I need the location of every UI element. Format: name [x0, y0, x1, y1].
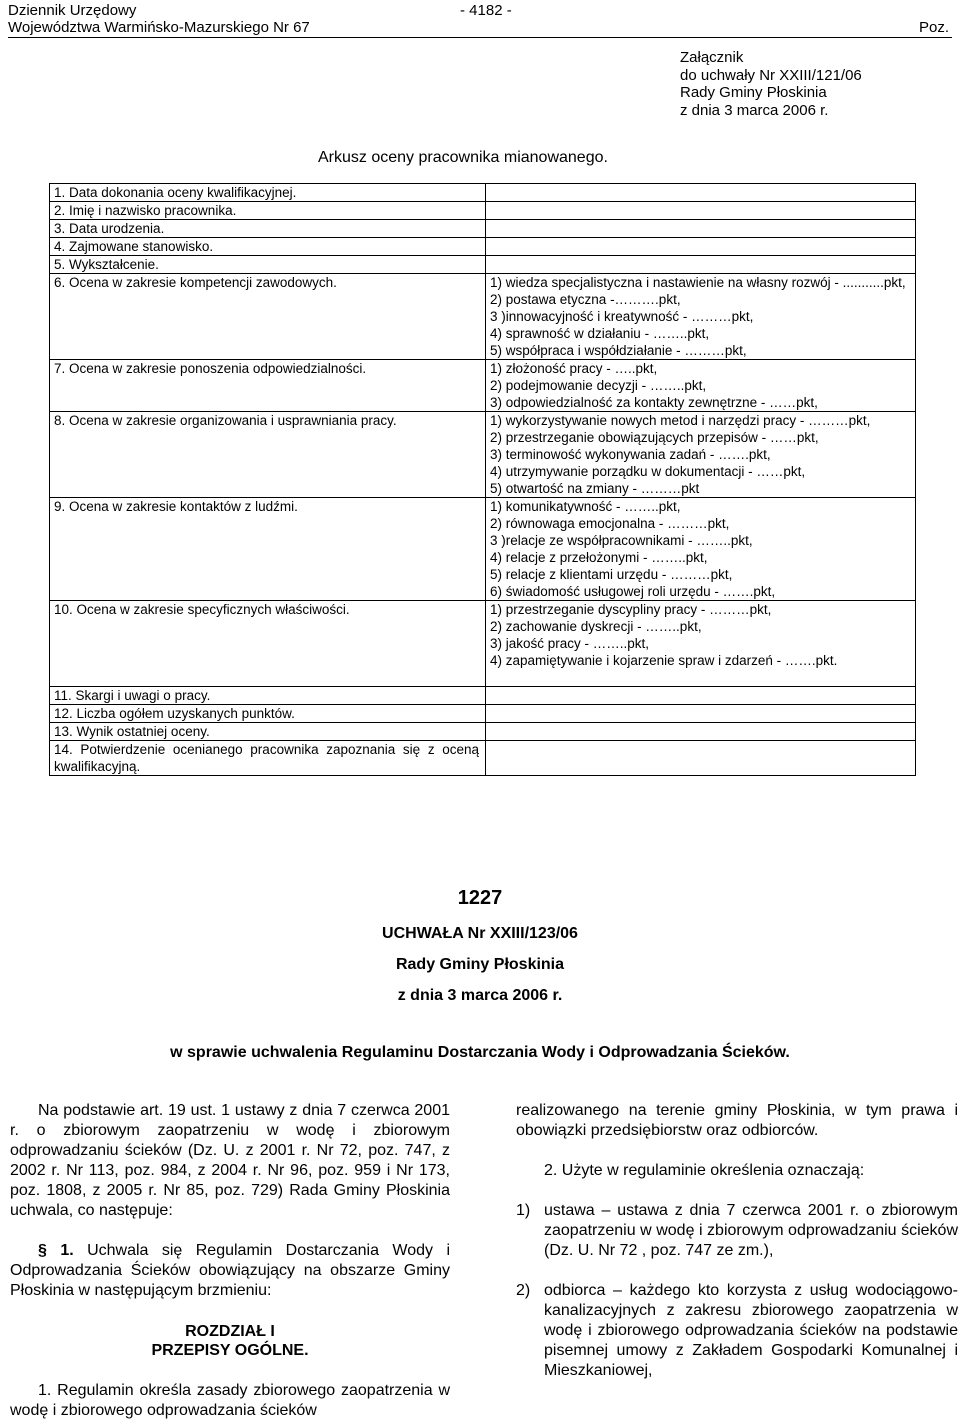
score-item: 5) relacje z klientami urzędu - ………pkt,: [490, 567, 733, 582]
criterion-label: 4. Zajmowane stanowisko.: [50, 238, 486, 256]
score-item: 3 )innowacyjność i kreatywność - ………pkt,: [490, 309, 754, 324]
chapter-title: PRZEPISY OGÓLNE.: [151, 1342, 309, 1359]
score-item: 4) sprawność w działaniu - ……..pkt,: [490, 326, 710, 341]
score-item: 3 )relacje ze współpracownikami - ……..pkt,: [490, 533, 753, 548]
criterion-label: 9. Ocena w zakresie kontaktów z ludźmi.: [50, 498, 486, 601]
journal-line-1: Dziennik Urzędowy: [8, 2, 137, 19]
sheet-title: Arkusz oceny pracownika mianowanego.: [318, 149, 608, 166]
paragraph-1: 1. Regulamin określa zasady zbiorowego zaopatrzenia w wodę i zbiorowego odprowadzania ścieków: [10, 1382, 450, 1419]
criterion-scores: [486, 256, 916, 274]
journal-line-2: Województwa Warmińsko-Mazurskiego Nr 67: [8, 19, 310, 36]
score-item: 1) złożoność pracy - …..pkt,: [490, 361, 658, 376]
preamble: Na podstawie art. 19 ust. 1 ustawy z dnia 7 czerwca 2001 r. o zbiorowym zaopatrzeniu w wodę i zbiorowym odprowadzaniu ścieków (Dz. U. z 2001 r. Nr 72, poz. 747, z 2002 r. Nr 113, poz. 984, z 2004 r. Nr 96, poz. 959 i Nr 173, poz. 1808, z 2005 r. Nr 85, poz. 729) Rada Gminy Płoskinia uchwala, co następuje:: [10, 1102, 450, 1219]
criterion-label: 13. Wynik ostatniej oceny.: [50, 723, 486, 741]
score-item: 2) równowaga emocjonalna - ………pkt,: [490, 516, 730, 531]
form-row: [50, 705, 916, 723]
score-item: 2) podejmowanie decyzji - ……..pkt,: [490, 378, 707, 393]
score-item: 5) współpraca i współdziałanie - ………pkt,: [490, 343, 747, 358]
criterion-scores: [486, 687, 916, 705]
left-column: [10, 1101, 450, 1421]
poz-label: Poz.: [919, 19, 950, 36]
score-item: 3) jakość pracy - ……..pkt,: [490, 636, 650, 651]
attachment-line-1: Załącznik: [680, 49, 744, 66]
form-row: [50, 687, 916, 705]
page-number: - 4182 -: [460, 2, 512, 19]
resolution-subject: w sprawie uchwalenia Regulaminu Dostarczania Wody i Odprowadzania Ścieków.: [170, 1044, 790, 1061]
resolution-date: z dnia 3 marca 2006 r.: [397, 987, 563, 1004]
criterion-scores: [486, 238, 916, 256]
chapter-number: ROZDZIAŁ I: [185, 1323, 275, 1340]
score-item: 1) wiedza specjalistyczna i nastawienie na własny rozwój - ...........pkt,: [490, 275, 906, 290]
score-item: 3) terminowość wykonywania zadań - …….pkt,: [490, 447, 771, 462]
attachment-note: [680, 49, 862, 119]
score-item: 1) wykorzystywanie nowych metod i narzędzi pracy - ………pkt,: [490, 413, 871, 428]
score-item: 2) zachowanie dyskrecji - ……..pkt,: [490, 619, 702, 634]
definition-1-text: ustawa – ustawa z dnia 7 czerwca 2001 r. o zbiorowym zaopatrzeniu w wodę i zbiorowym odprowadzaniu ścieków (Dz. U. Nr 72 , poz. 747 ze zm.),: [544, 1202, 958, 1259]
continuation-text: realizowanego na terenie gminy Płoskinia, w tym prawa i obowiązki przedsiębiorstw oraz odbiorców.: [516, 1102, 958, 1139]
criterion-scores: [486, 412, 916, 498]
section-1: [10, 1241, 450, 1301]
attachment-line-4: z dnia 3 marca 2006 r.: [680, 101, 829, 119]
form-row: [50, 412, 916, 498]
criterion-scores: [486, 220, 916, 238]
score-item: 4) relacje z przełożonymi - ……..pkt,: [490, 550, 708, 565]
form-row: [50, 723, 916, 741]
criterion-label: 7. Ocena w zakresie ponoszenia odpowiedzialności.: [50, 360, 486, 412]
form-row: [50, 360, 916, 412]
score-item: 5) otwartość na zmiany - ………pkt: [490, 481, 700, 496]
criterion-scores: [486, 274, 916, 360]
criterion-scores: [486, 705, 916, 723]
right-column: [516, 1101, 958, 1381]
criterion-label: 6. Ocena w zakresie kompetencji zawodowych.: [50, 274, 486, 360]
definition-2-number: 2): [516, 1282, 531, 1299]
criterion-scores: [486, 601, 916, 687]
form-row: [50, 498, 916, 601]
paragraph-2: 2. Użyte w regulaminie określenia oznaczają:: [544, 1162, 865, 1179]
resolution-council: Rady Gminy Płoskinia: [395, 956, 565, 973]
criterion-label: 11. Skargi i uwagi o pracy.: [50, 687, 486, 705]
form-row: [50, 220, 916, 238]
criterion-label: 5. Wykształcenie.: [50, 256, 486, 274]
score-item: 2) przestrzeganie obowiązujących przepisów - ……pkt,: [490, 430, 819, 445]
attachment-line-2: do uchwały Nr XXIII/121/06: [680, 66, 862, 84]
criterion-label: 10. Ocena w zakresie specyficznych właściwości.: [50, 601, 486, 687]
form-body: [50, 184, 916, 776]
form-row: [50, 741, 916, 776]
journal-title: [8, 2, 310, 36]
score-item: 2) postawa etyczna -……….pkt,: [490, 292, 681, 307]
criterion-label: 14. Potwierdzenie ocenianego pracownika zapoznania się z oceną kwalifikacyjną.: [50, 741, 486, 776]
attachment-line-3: Rady Gminy Płoskinia: [680, 84, 827, 101]
form-row: [50, 256, 916, 274]
criterion-label: 12. Liczba ogółem uzyskanych punktów.: [50, 705, 486, 723]
criterion-scores: [486, 723, 916, 741]
criterion-scores: [486, 184, 916, 202]
form-row: [50, 202, 916, 220]
evaluation-form-table: [49, 183, 916, 776]
form-row: [50, 238, 916, 256]
criterion-label: 8. Ocena w zakresie organizowania i usprawniania pracy.: [50, 412, 486, 498]
header-rule: [8, 37, 952, 38]
definition-2: [516, 1281, 958, 1381]
score-item: 4) utrzymywanie porządku w dokumentacji - ……pkt,: [490, 464, 806, 479]
form-row: [50, 274, 916, 360]
criterion-scores: [486, 202, 916, 220]
section-1-text: Uchwala się Regulamin Dostarczania Wody i Odprowadzania Ścieków obowiązujący na obszarze Gminy Płoskinia w następującym brzmieniu:: [10, 1242, 451, 1299]
definition-1: [516, 1201, 958, 1261]
item-number: 1227: [457, 887, 503, 909]
chapter-heading: [10, 1322, 450, 1360]
criterion-scores: [486, 741, 916, 776]
form-row: [50, 601, 916, 687]
definition-2-text: odbiorca – każdego kto korzysta z usług wodociągowo-kanalizacyjnych z zakresu zbiorowego zaopatrzenia w wodę i zbiorowego odprowadzania ścieków na podstawie pisemnej umowy z Zakładem Gospodarki Komunalnej i Mieszkaniowej,: [544, 1282, 958, 1379]
score-item: 3) odpowiedzialność za kontakty zewnętrzne - ……pkt,: [490, 395, 818, 410]
section-mark: § 1.: [38, 1242, 74, 1259]
score-item: 1) przestrzeganie dyscypliny pracy - ………pkt,: [490, 602, 772, 617]
score-item: 6) świadomość usługowej roli urzędu - …….pkt,: [490, 584, 776, 599]
score-item: 1) komunikatywność - ……..pkt,: [490, 499, 681, 514]
criterion-scores: [486, 498, 916, 601]
criterion-label: 1. Data dokonania oceny kwalifikacyjnej.: [50, 184, 486, 202]
resolution-title: UCHWAŁA Nr XXIII/123/06: [382, 925, 578, 942]
definition-1-number: 1): [516, 1202, 531, 1219]
criterion-label: 2. Imię i nazwisko pracownika.: [50, 202, 486, 220]
criterion-label: 3. Data urodzenia.: [50, 220, 486, 238]
score-item: 4) zapamiętywanie i kojarzenie spraw i zdarzeń - …….pkt.: [490, 653, 838, 668]
criterion-scores: [486, 360, 916, 412]
form-row: [50, 184, 916, 202]
